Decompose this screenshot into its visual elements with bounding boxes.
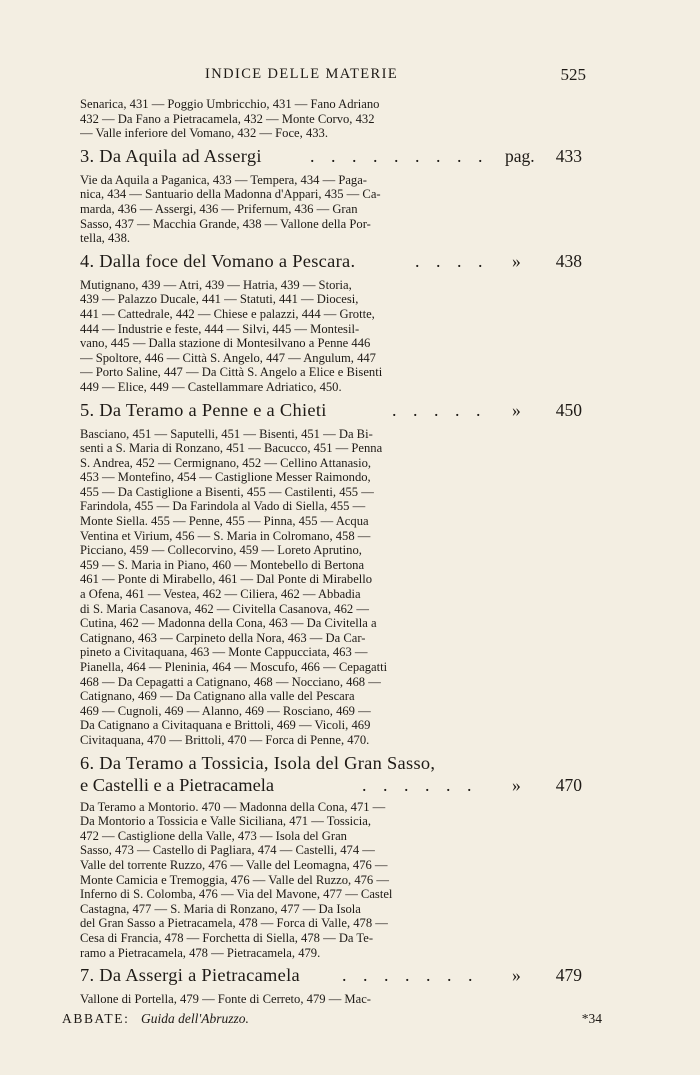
running-title: INDICE DELLE MATERIE xyxy=(205,66,399,82)
section-title: 6. Da Teramo a Tossicia, Isola del Gran Sasso, xyxy=(80,752,436,773)
entry-line: Senarica, 431 — Poggio Umbricchio, 431 — Fano Adriano xyxy=(80,97,380,111)
entry-line: Inferno di S. Colomba, 476 — Via del Mavone, 477 — Castel xyxy=(80,887,393,902)
entry-line: Ventina et Virium, 456 — S. Maria in Colromano, 458 — xyxy=(80,528,371,543)
entry-line: Vallone di Portella, 479 — Fonte di Cerreto, 479 — Mac- xyxy=(80,992,372,1007)
entry-line: 459 — S. Maria in Piano, 460 — Montebello di Bertona xyxy=(80,557,365,572)
entry-line: Monte Camicia e Tremoggia, 476 — Valle del Ruzzo, 476 — xyxy=(80,872,389,887)
entry-line: Da Montorio a Tossicia e Valle Siciliana, 471 — Tossicia, xyxy=(80,814,371,829)
entry-line: 461 — Ponte di Mirabello, 461 — Dal Ponte di Mirabello xyxy=(80,572,373,587)
entry-line: 472 — Castiglione della Valle, 473 — Isola del Gran xyxy=(80,828,347,843)
dot-leader: . . . . . . . . . xyxy=(310,145,489,166)
entry-line: senti a S. Maria di Ronzano, 451 — Bacucco, 451 — Penna xyxy=(80,441,383,456)
intro-entries xyxy=(80,97,582,141)
entry-line: — Porto Saline, 447 — Da Città S. Angelo a Elice e Bisenti xyxy=(80,365,383,380)
section-heading-6 xyxy=(80,753,582,797)
entry-line: Cutina, 462 — Madonna della Cona, 463 — Da Civitella a xyxy=(80,616,377,631)
entry-line: Castagna, 477 — S. Maria di Ronzano, 477 — Da Isola xyxy=(80,901,361,916)
page-ref-number: 470 xyxy=(555,774,582,795)
entry-line: 432 — Da Fano a Pietracamela, 432 — Monte Corvo, 432 xyxy=(80,111,375,126)
entry-line: — Valle inferiore del Vomano, 432 — Foce, 433. xyxy=(80,126,328,141)
entry-line: vano, 445 — Dalla stazione di Montesilvano a Penne 446 xyxy=(80,336,371,351)
footer-signature: *34 xyxy=(581,1011,602,1026)
entry-line: Sasso, 473 — Castello di Pagliara, 474 — Castelli, 474 — xyxy=(80,843,375,858)
entry-line: ramo a Pietracamela, 478 — Pietracamela, 479. xyxy=(80,945,321,960)
entry-line: nica, 434 — Santuario della Madonna d'Appari, 435 — Ca- xyxy=(80,187,381,202)
page-ref-label: » xyxy=(512,399,521,420)
entry-line: Catignano, 463 — Carpineto della Nora, 463 — Da Car- xyxy=(80,630,366,645)
section-entries-3 xyxy=(80,173,582,246)
entry-line: Da Catignano a Civitaquana e Brittoli, 469 — Vicoli, 469 xyxy=(80,718,371,733)
entry-line: Sasso, 437 — Macchia Grande, 438 — Vallone della Por- xyxy=(80,216,371,231)
page-footer xyxy=(62,1011,602,1031)
page-ref-label: » xyxy=(512,250,521,271)
entry-line: 469 — Cugnoli, 469 — Alanno, 469 — Rosciano, 469 — xyxy=(80,703,371,718)
dot-leader: . . . . . xyxy=(392,399,487,420)
section-heading-3 xyxy=(80,146,582,170)
page-number: 525 xyxy=(560,65,586,84)
footer-author: ABBATE: xyxy=(62,1011,130,1026)
footer-book-title: Guida dell'Abruzzo. xyxy=(141,1011,249,1026)
dot-leader: . . . . xyxy=(415,250,489,271)
page-ref-label: » xyxy=(512,774,521,795)
section-title: 7. Da Assergi a Pietracamela xyxy=(80,965,300,986)
entry-line: 444 — Industrie e feste, 444 — Silvi, 445 — Montesil- xyxy=(80,321,360,336)
section-title: 4. Dalla foce del Vomano a Pescara. xyxy=(80,250,356,271)
section-title: 5. Da Teramo a Penne e a Chieti xyxy=(80,399,327,420)
entry-line: 441 — Cattedrale, 442 — Chiese e palazzi, 444 — Grotte, xyxy=(80,306,375,321)
entry-line: del Gran Sasso a Pietracamela, 478 — Forca di Valle, 478 — xyxy=(80,916,388,931)
section-title-line2: e Castelli e a Pietracamela xyxy=(80,774,275,795)
entry-line: — Spoltore, 446 — Città S. Angelo, 447 — Angulum, 447 xyxy=(80,350,376,365)
page-ref-number: 433 xyxy=(555,145,582,166)
section-heading-5 xyxy=(80,400,582,424)
page-ref-label: pag. xyxy=(505,145,535,166)
page-ref-number: 450 xyxy=(555,399,582,420)
entry-line: S. Andrea, 452 — Cermignano, 452 — Cellino Attanasio, xyxy=(80,455,372,470)
section-heading-4 xyxy=(80,251,582,275)
page-ref-number: 438 xyxy=(555,250,582,271)
section-heading-7 xyxy=(80,965,582,989)
entry-line: Cesa di Francia, 478 — Forchetta di Siella, 478 — Da Te- xyxy=(80,930,374,945)
entry-line: marda, 436 — Assergi, 436 — Prifernum, 436 — Gran xyxy=(80,201,358,216)
entry-line: Mutignano, 439 — Atri, 439 — Hatria, 439 — Storia, xyxy=(80,277,352,292)
running-header xyxy=(0,66,700,86)
entry-line: Monte Siella. 455 — Penne, 455 — Pinna, 455 — Acqua xyxy=(80,514,369,529)
dot-leader: . . . . . . xyxy=(362,774,478,795)
index-content xyxy=(80,97,582,1007)
entry-line: 449 — Elice, 449 — Castellammare Adriatico, 450. xyxy=(80,379,342,394)
entry-line: 453 — Montefino, 454 — Castiglione Messer Raimondo, xyxy=(80,470,371,485)
section-entries-5 xyxy=(80,427,582,748)
entry-line: pineto a Civitaquana, 463 — Monte Cappucciata, 463 — xyxy=(80,645,368,660)
entry-line: Vie da Aquila a Paganica, 433 — Tempera, 434 — Paga- xyxy=(80,172,368,187)
page-ref-label: » xyxy=(512,965,521,986)
entry-line: Pianella, 464 — Pleninia, 464 — Moscufo, 466 — Cepagatti xyxy=(80,660,388,674)
entry-line: 455 — Da Castiglione a Bisenti, 455 — Castilenti, 455 — xyxy=(80,484,374,499)
section-entries-6 xyxy=(80,800,582,961)
page-ref-number: 479 xyxy=(555,965,582,986)
entry-line: 468 — Da Cepagatti a Catignano, 468 — Nocciano, 468 — xyxy=(80,674,381,689)
section-title: 3. Da Aquila ad Assergi xyxy=(80,145,262,166)
entry-line: Basciano, 451 — Saputelli, 451 — Bisenti, 451 — Da Bi- xyxy=(80,426,373,441)
entry-line: tella, 438. xyxy=(80,231,131,246)
entry-line: di S. Maria Casanova, 462 — Civitella Casanova, 462 — xyxy=(80,601,369,616)
section-entries-4 xyxy=(80,278,582,395)
entry-line: Valle del torrente Ruzzo, 476 — Valle del Leomagna, 476 — xyxy=(80,857,388,872)
entry-line: Catignano, 469 — Da Catignano alla valle del Pescara xyxy=(80,689,355,704)
entry-line: a Ofena, 461 — Vestea, 462 — Ciliera, 462 — Abbadia xyxy=(80,587,361,602)
section-entries-7 xyxy=(80,992,582,1007)
entry-line: Picciano, 459 — Collecorvino, 459 — Loreto Aprutino, xyxy=(80,543,362,558)
entry-line: Da Teramo a Montorio. 470 — Madonna della Cona, 471 — xyxy=(80,799,386,814)
entry-line: Civitaquana, 470 — Brittoli, 470 — Forca di Penne, 470. xyxy=(80,732,370,747)
entry-line: Farindola, 455 — Da Farindola al Vado di Siella, 455 — xyxy=(80,499,366,514)
entry-line: 439 — Palazzo Ducale, 441 — Statuti, 441 — Diocesi, xyxy=(80,292,359,307)
dot-leader: . . . . . . . xyxy=(342,965,479,986)
